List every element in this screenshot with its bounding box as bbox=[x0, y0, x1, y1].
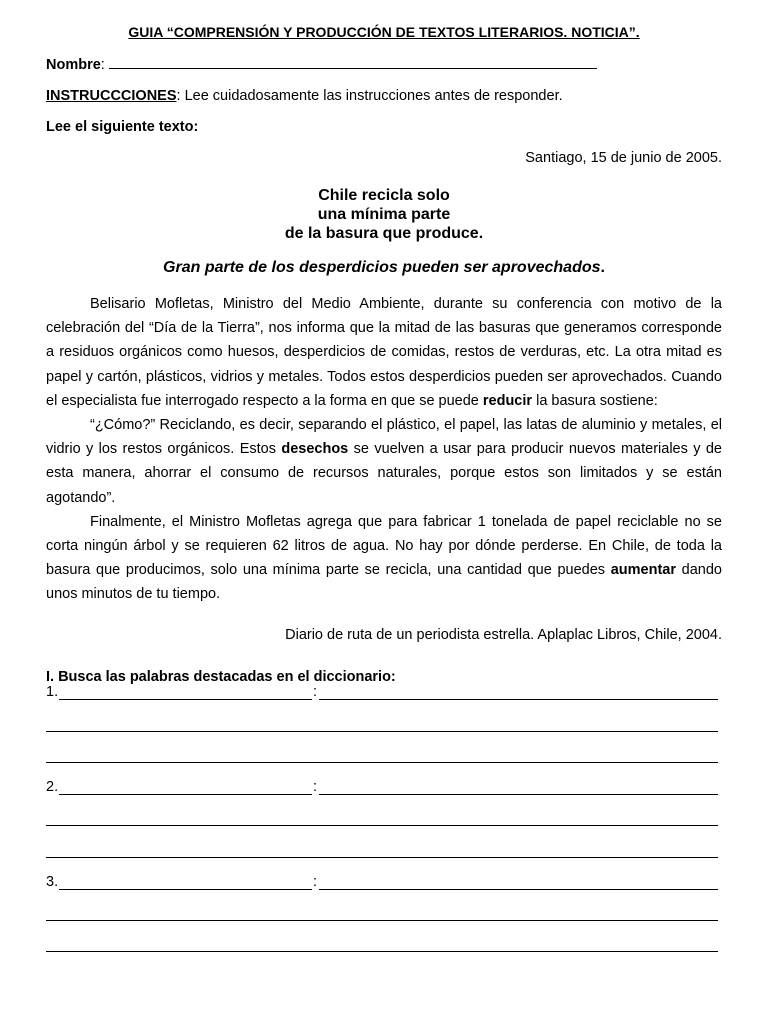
answer-line[interactable] bbox=[46, 731, 718, 732]
headline-line-3: de la basura que produce. bbox=[284, 225, 484, 242]
word-field-3[interactable] bbox=[59, 889, 312, 890]
paragraph-3: Finalmente, el Ministro Mofletas agrega que para fabricar 1 tonelada de papel reciclable no se corta ningún árbol y se requieren 62 litros de agua. No hay por dónde perderse. En Chile, de toda la basura que producimos, solo una mínima parte se recicla, una cantidad que puedes aumentar dando unos minutos de tu tiempo. bbox=[46, 513, 722, 603]
item-number: 1. bbox=[46, 684, 59, 700]
name-row: Nombre: bbox=[46, 56, 597, 73]
definition-field-2[interactable] bbox=[319, 794, 718, 795]
dateline: Santiago, 15 de junio de 2005. bbox=[525, 150, 722, 166]
worksheet-title: GUIA “COMPRENSIÓN Y PRODUCCIÓN DE TEXTOS LITERARIOS. NOTICIA”. bbox=[128, 24, 640, 40]
answer-line[interactable] bbox=[46, 762, 718, 763]
article-source: Diario de ruta de un periodista estrella. Aplaplac Libros, Chile, 2004. bbox=[285, 627, 722, 643]
paragraph-2: “¿Cómo?” Reciclando, es decir, separando el plástico, el papel, las latas de aluminio y metales, el vidrio y los restos orgánicos. Estos desechos se vuelven a usar para producir nuevos materiales y de esta manera, ahorrar el consumo de recursos naturales, porque estos son limitados y se están agotando”. bbox=[46, 417, 722, 506]
answer-line[interactable] bbox=[46, 857, 718, 858]
name-label: Nombre bbox=[46, 57, 101, 73]
article-body bbox=[46, 292, 722, 607]
word-field-2[interactable] bbox=[59, 794, 312, 795]
item-number: 3. bbox=[46, 874, 59, 890]
headline-line-2: una mínima parte bbox=[317, 206, 451, 223]
name-field[interactable] bbox=[109, 56, 597, 69]
answer-line[interactable] bbox=[46, 920, 718, 921]
word-field-1[interactable] bbox=[59, 699, 312, 700]
keyword-reducir: reducir bbox=[482, 392, 533, 409]
instructions-row bbox=[46, 88, 563, 104]
subheadline: Gran parte de los desperdicios pueden ser aprovechados. bbox=[163, 259, 605, 276]
item-number: 2. bbox=[46, 779, 59, 795]
paragraph-1: Belisario Mofletas, Ministro del Medio Ambiente, durante su conferencia con motivo de la celebración del “Día de la Tierra”, nos informa que la mitad de las basuras que generamos corresponde a residuos orgánicos como huesos, desperdicios de comidas, restos de verduras, etc. La otra mitad es papel y cartón, plásticos, vidrios y metales. Todos estos desperdicios pueden ser aprovechados. Cuando el especialista fue interrogado respecto a la forma en que se puede reducir la basura sostiene: bbox=[46, 296, 722, 409]
answer-row-2: 2. : bbox=[46, 779, 718, 797]
subheadline-text: Gran parte de los desperdicios pueden ser aprovechados bbox=[163, 259, 601, 276]
instructions-text: : Lee cuidadosamente las instrucciones antes de responder. bbox=[176, 88, 563, 104]
instructions-label: INSTRUCCCIONES bbox=[46, 88, 177, 104]
answer-line[interactable] bbox=[46, 825, 718, 826]
answer-row-1: 1. : bbox=[46, 684, 718, 702]
definition-field-1[interactable] bbox=[319, 699, 718, 700]
read-label: Lee el siguiente texto: bbox=[46, 119, 199, 135]
headline-line-1: Chile recicla solo bbox=[318, 187, 450, 204]
definition-field-3[interactable] bbox=[319, 889, 718, 890]
keyword-aumentar: aumentar bbox=[610, 562, 676, 579]
exercise-title: I. Busca las palabras destacadas en el diccionario: bbox=[46, 669, 396, 685]
answer-row-3: 3. : bbox=[46, 874, 718, 892]
keyword-desechos: desechos bbox=[281, 441, 349, 458]
answer-line[interactable] bbox=[46, 951, 718, 952]
